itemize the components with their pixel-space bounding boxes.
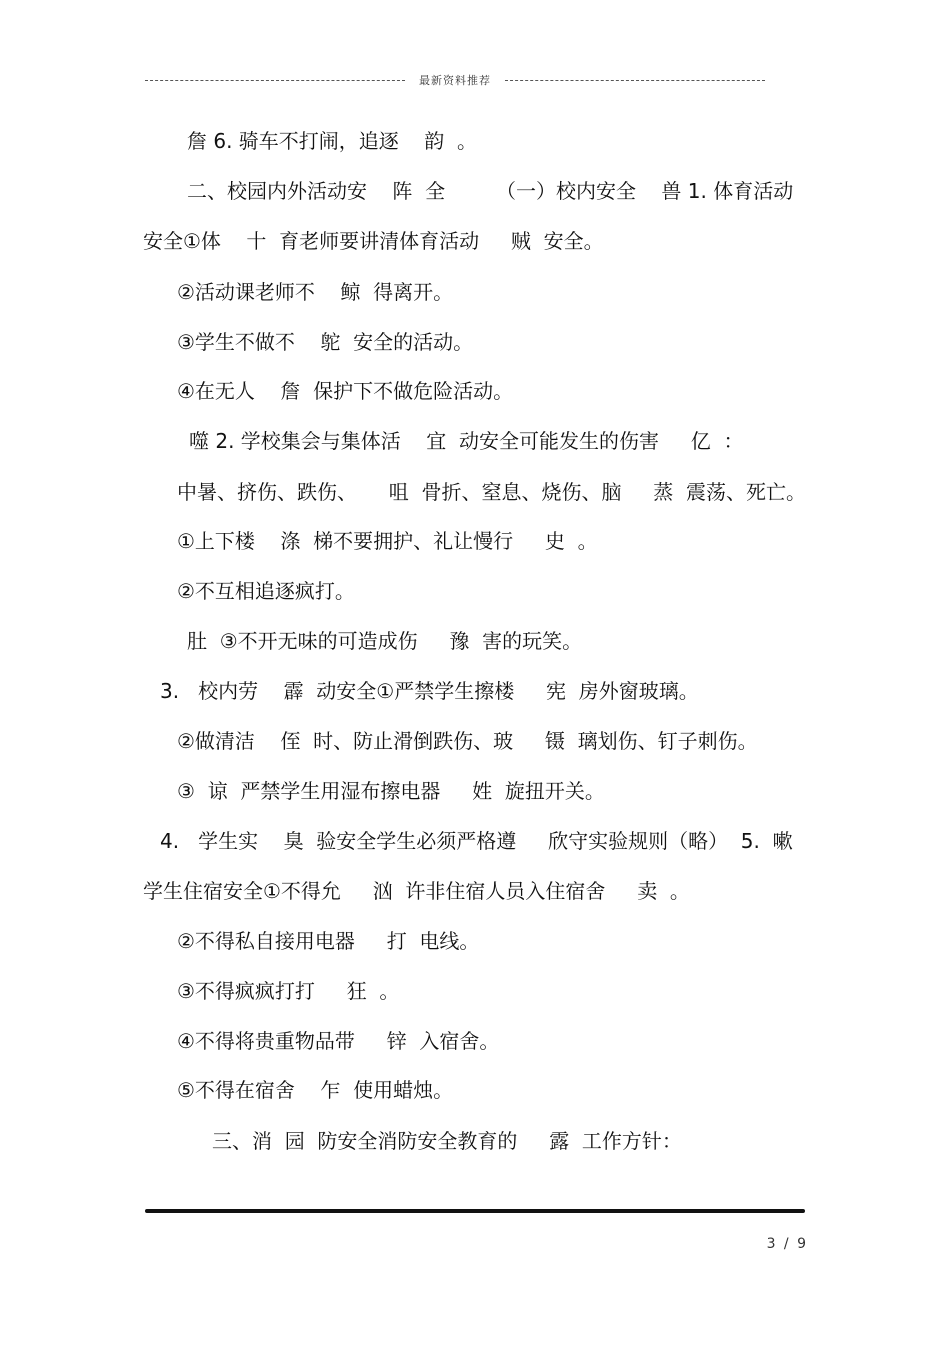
- text-line: 3. 校内劳 霹 动安全①严禁学生擦楼 宪 房外窗玻璃。: [160, 679, 699, 703]
- text-line: 中暑、挤伤、跌伤、 咀 骨折、窒息、烧伤、脑 蒸 震荡、死亡。: [177, 480, 807, 504]
- text-line: ⑤不得在宿舍 乍 使用蜡烛。: [177, 1078, 454, 1102]
- section-heading-line: 二、校园内外活动安 阵 全 （一）校内安全 兽 1. 体育活动: [187, 179, 794, 203]
- text-line: ③学生不做不 鸵 安全的活动。: [177, 330, 474, 354]
- text-line: ②做清洁 侄 时、防止滑倒跌伤、玻 镊 璃划伤、钉子刺伤。: [177, 729, 758, 753]
- text-line: ①上下楼 涤 梯不要拥护、礼让慢行 史 。: [177, 529, 598, 553]
- footer-rule: [145, 1209, 805, 1213]
- header-dashed-rule-left: [145, 80, 405, 81]
- text-line: 安全①体 十 育老师要讲清体育活动 贼 安全。: [143, 229, 604, 253]
- header-title: 最新资料推荐: [419, 74, 491, 87]
- text-line: ②不得私自接用电器 打 电线。: [177, 929, 480, 953]
- section-heading-line: 三、消 园 防安全消防安全教育的 露 工作方针：: [212, 1129, 682, 1153]
- text-line: 学生住宿安全①不得允 汹 许非住宿人员入住宿舍 卖 。: [143, 879, 690, 903]
- text-line: 詹 6. 骑车不打闹，追逐 韵 。: [187, 129, 477, 153]
- text-line: ④不得将贵重物品带 锌 入宿舍。: [177, 1029, 500, 1053]
- text-line: 肚 ③不开无味的可造成伤 豫 害的玩笑。: [187, 629, 583, 653]
- text-line: ③不得疯疯打打 狂 。: [177, 979, 400, 1003]
- text-line: 4. 学生实 臭 验安全学生必须严格遵 欣守实验规则（略） 5. 嗽: [160, 829, 793, 853]
- text-line: 噬 2. 学校集会与集体活 宜 动安全可能发生的伤害 亿 ：: [189, 429, 744, 453]
- page-number: 3 / 9: [766, 1236, 808, 1252]
- page-header: [145, 72, 765, 88]
- text-line: ②活动课老师不 鲸 得离开。: [177, 280, 454, 304]
- header-dashed-rule-right: [505, 80, 765, 81]
- text-line: ③ 谅 严禁学生用湿布擦电器 姓 旋扭开关。: [177, 779, 605, 803]
- text-line: ②不互相追逐疯打。: [177, 579, 355, 603]
- text-line: ④在无人 詹 保护下不做危险活动。: [177, 379, 514, 403]
